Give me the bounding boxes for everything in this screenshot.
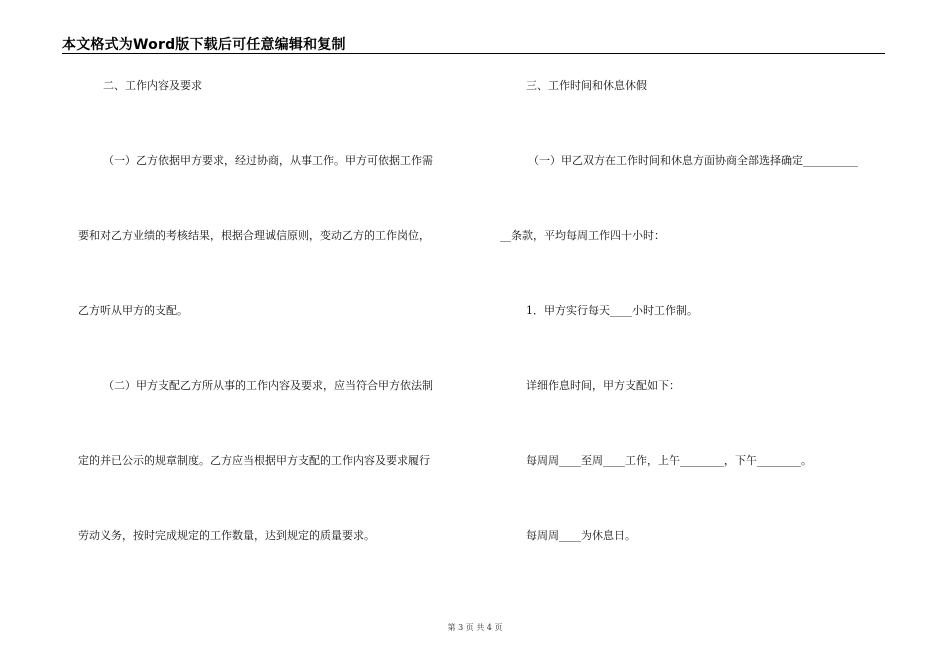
left-paragraph-line: （二）甲方支配乙方所从事的工作内容及要求，应当符合甲方依法制 [103,379,433,392]
left-paragraph-line: 定的并已公示的规章制度。乙方应当根据甲方支配的工作内容及要求履行 [78,454,430,467]
left-paragraph-line: 要和对乙方业绩的考核结果，根据合理诚信原则，变动乙方的工作岗位， [78,229,430,242]
left-paragraph-line: 乙方听从甲方的支配。 [78,304,188,317]
header-rule [62,53,885,54]
right-section-heading: 三、工作时间和休息休假 [526,79,647,92]
right-paragraph-line: __条款，平均每周工作四十小时： [500,229,665,242]
right-paragraph-line: 1．甲方实行每天____小时工作制。 [526,304,698,317]
right-paragraph-line: 每周周____为休息日。 [526,529,636,542]
left-paragraph-line: 劳动义务，按时完成规定的工作数量，达到规定的质量要求。 [78,529,375,542]
document-header-title: 本文格式为Word版下载后可任意编辑和复制 [62,37,346,53]
right-paragraph-line: 每周周____至周____工作，上午________，下午________。 [526,454,812,467]
right-paragraph-line: 详细作息时间，甲方支配如下： [526,379,680,392]
right-paragraph-line: （一）甲乙双方在工作时间和休息方面协商全部选择确定__________ [528,154,858,167]
page-number: 第 3 页 共 4 页 [447,623,503,632]
left-paragraph-line: （一）乙方依据甲方要求，经过协商，从事工作。甲方可依据工作需 [103,154,433,167]
left-section-heading: 二、工作内容及要求 [103,79,202,92]
